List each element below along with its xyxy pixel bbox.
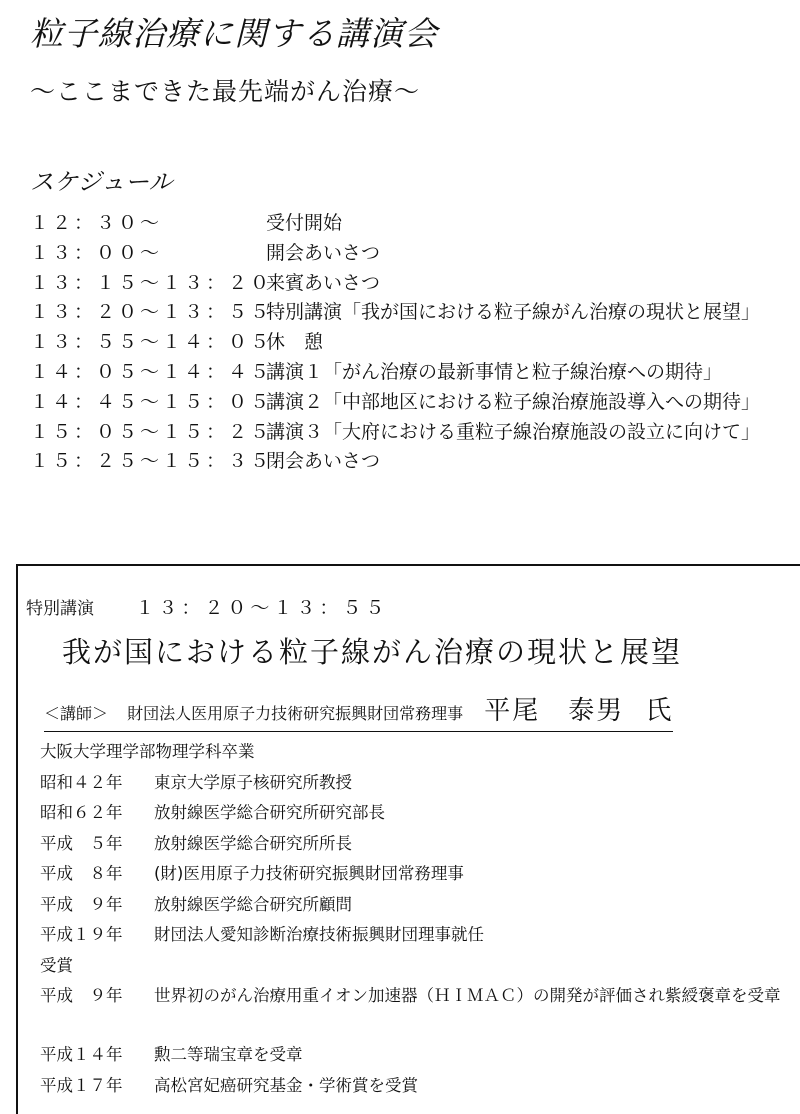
bio-row [40,769,800,800]
schedule-time: １２：３０～ [30,212,163,234]
speaker-honorific: 氏 [645,696,674,726]
schedule-time: １３：５５～１４：０５ [30,331,273,354]
schedule-time: １３：２０～１３：５５ [30,301,273,324]
schedule-event: 講演２「中部地区における粒子線治療施設導入への期待」 [266,390,761,413]
bio-row [40,1041,800,1072]
schedule-time: １４：４５～１５：０５ [30,390,273,413]
bio-row [40,830,800,861]
bio-row [40,860,800,891]
bio-year: 平成１４年 [40,1045,123,1064]
bio-year: 大阪大学理学部物理学科卒業 [40,742,255,761]
schedule-heading: スケジュール [30,168,173,196]
bio-row [40,1072,800,1103]
lecture-header [26,593,388,620]
schedule-event: 来賓あいさつ [266,271,381,294]
schedule-event: 受付開始 [266,212,343,234]
bio-year: 平成１９年 [40,925,123,944]
schedule-row [30,357,800,387]
schedule-row [30,238,800,268]
schedule-time: １３：００～ [30,241,163,264]
bio-event: 高松宮妃癌研究基金・学術賞を受賞 [154,1075,418,1095]
bio-year: 平成１７年 [40,1075,123,1095]
bio-section-awards: 受賞 [40,955,73,975]
bio-event: 放射線医学総合研究所顧問 [154,894,352,914]
schedule-row [30,417,800,447]
bio-row [40,982,800,1041]
lecture-title: 我が国における粒子線がん治療の現状と展望 [62,635,683,669]
speaker-name: 平尾 泰男 [484,696,625,726]
bio-year: 平成 ９年 [40,986,123,1005]
bio-event: 財団法人愛知診断治療技術振興財団理事就任 [154,925,484,944]
schedule-row [30,208,800,238]
page-subtitle: ～ここまできた最先端がん治療～ [30,77,421,106]
speaker-affiliation: 財団法人医用原子力技術研究振興財団常務理事 [127,704,464,723]
schedule-event: 休 憩 [266,331,324,354]
schedule-time: １３：１５～１３：２０ [30,271,273,294]
bio-event: 放射線医学総合研究所研究部長 [154,803,385,822]
bio-event: 勲二等瑞宝章を受章 [154,1045,303,1064]
schedule-list [30,208,800,476]
bio-year: 昭和６２年 [40,803,123,822]
lecture-time: １３：２０～１３：５５ [135,597,389,619]
speaker-label: ＜講師＞ [44,704,109,723]
lecture-label: 特別講演 [26,599,94,619]
schedule-time: １５：２５～１５：３５ [30,450,273,473]
bio-row [40,952,800,983]
bio-year: 昭和４２年 [40,772,123,792]
bio-event: 東京大学原子核研究所教授 [154,772,352,792]
schedule-time: １４：０５～１４：４５ [30,360,273,383]
schedule-time: １５：０５～１５：２５ [30,420,273,443]
schedule-event: 閉会あいさつ [266,450,381,473]
schedule-row [30,268,800,298]
schedule-row [30,387,800,417]
schedule-event: 開会あいさつ [266,241,381,264]
bio-row [40,799,800,830]
bio-row [40,921,800,952]
schedule-event: 特別講演「我が国における粒子線がん治療の現状と展望」 [266,301,761,324]
schedule-row [30,297,800,327]
bio-year: 平成 ９年 [40,894,123,914]
schedule-event: 講演１「がん治療の最新事情と粒子線治療への期待」 [266,360,723,383]
schedule-event: 講演３「大府における重粒子線治療施設の設立に向けて」 [266,420,761,443]
schedule-row [30,327,800,357]
page-title: 粒子線治療に関する講演会 [30,14,438,53]
speaker-line [44,690,673,732]
speaker-bio [40,738,800,1102]
bio-event: (財)医用原子力技術研究振興財団常務理事 [154,864,464,883]
bio-event: 放射線医学総合研究所所長 [154,833,352,853]
bio-year: 平成 ８年 [40,864,123,883]
bio-row [40,738,800,769]
bio-event: 世界初のがん治療用重イオン加速器（ＨＩＭＡＣ）の開発が評価され紫綬褒章を受章 [154,986,781,1005]
bio-year: 平成 ５年 [40,833,123,853]
bio-row [40,891,800,922]
schedule-row [30,446,800,476]
